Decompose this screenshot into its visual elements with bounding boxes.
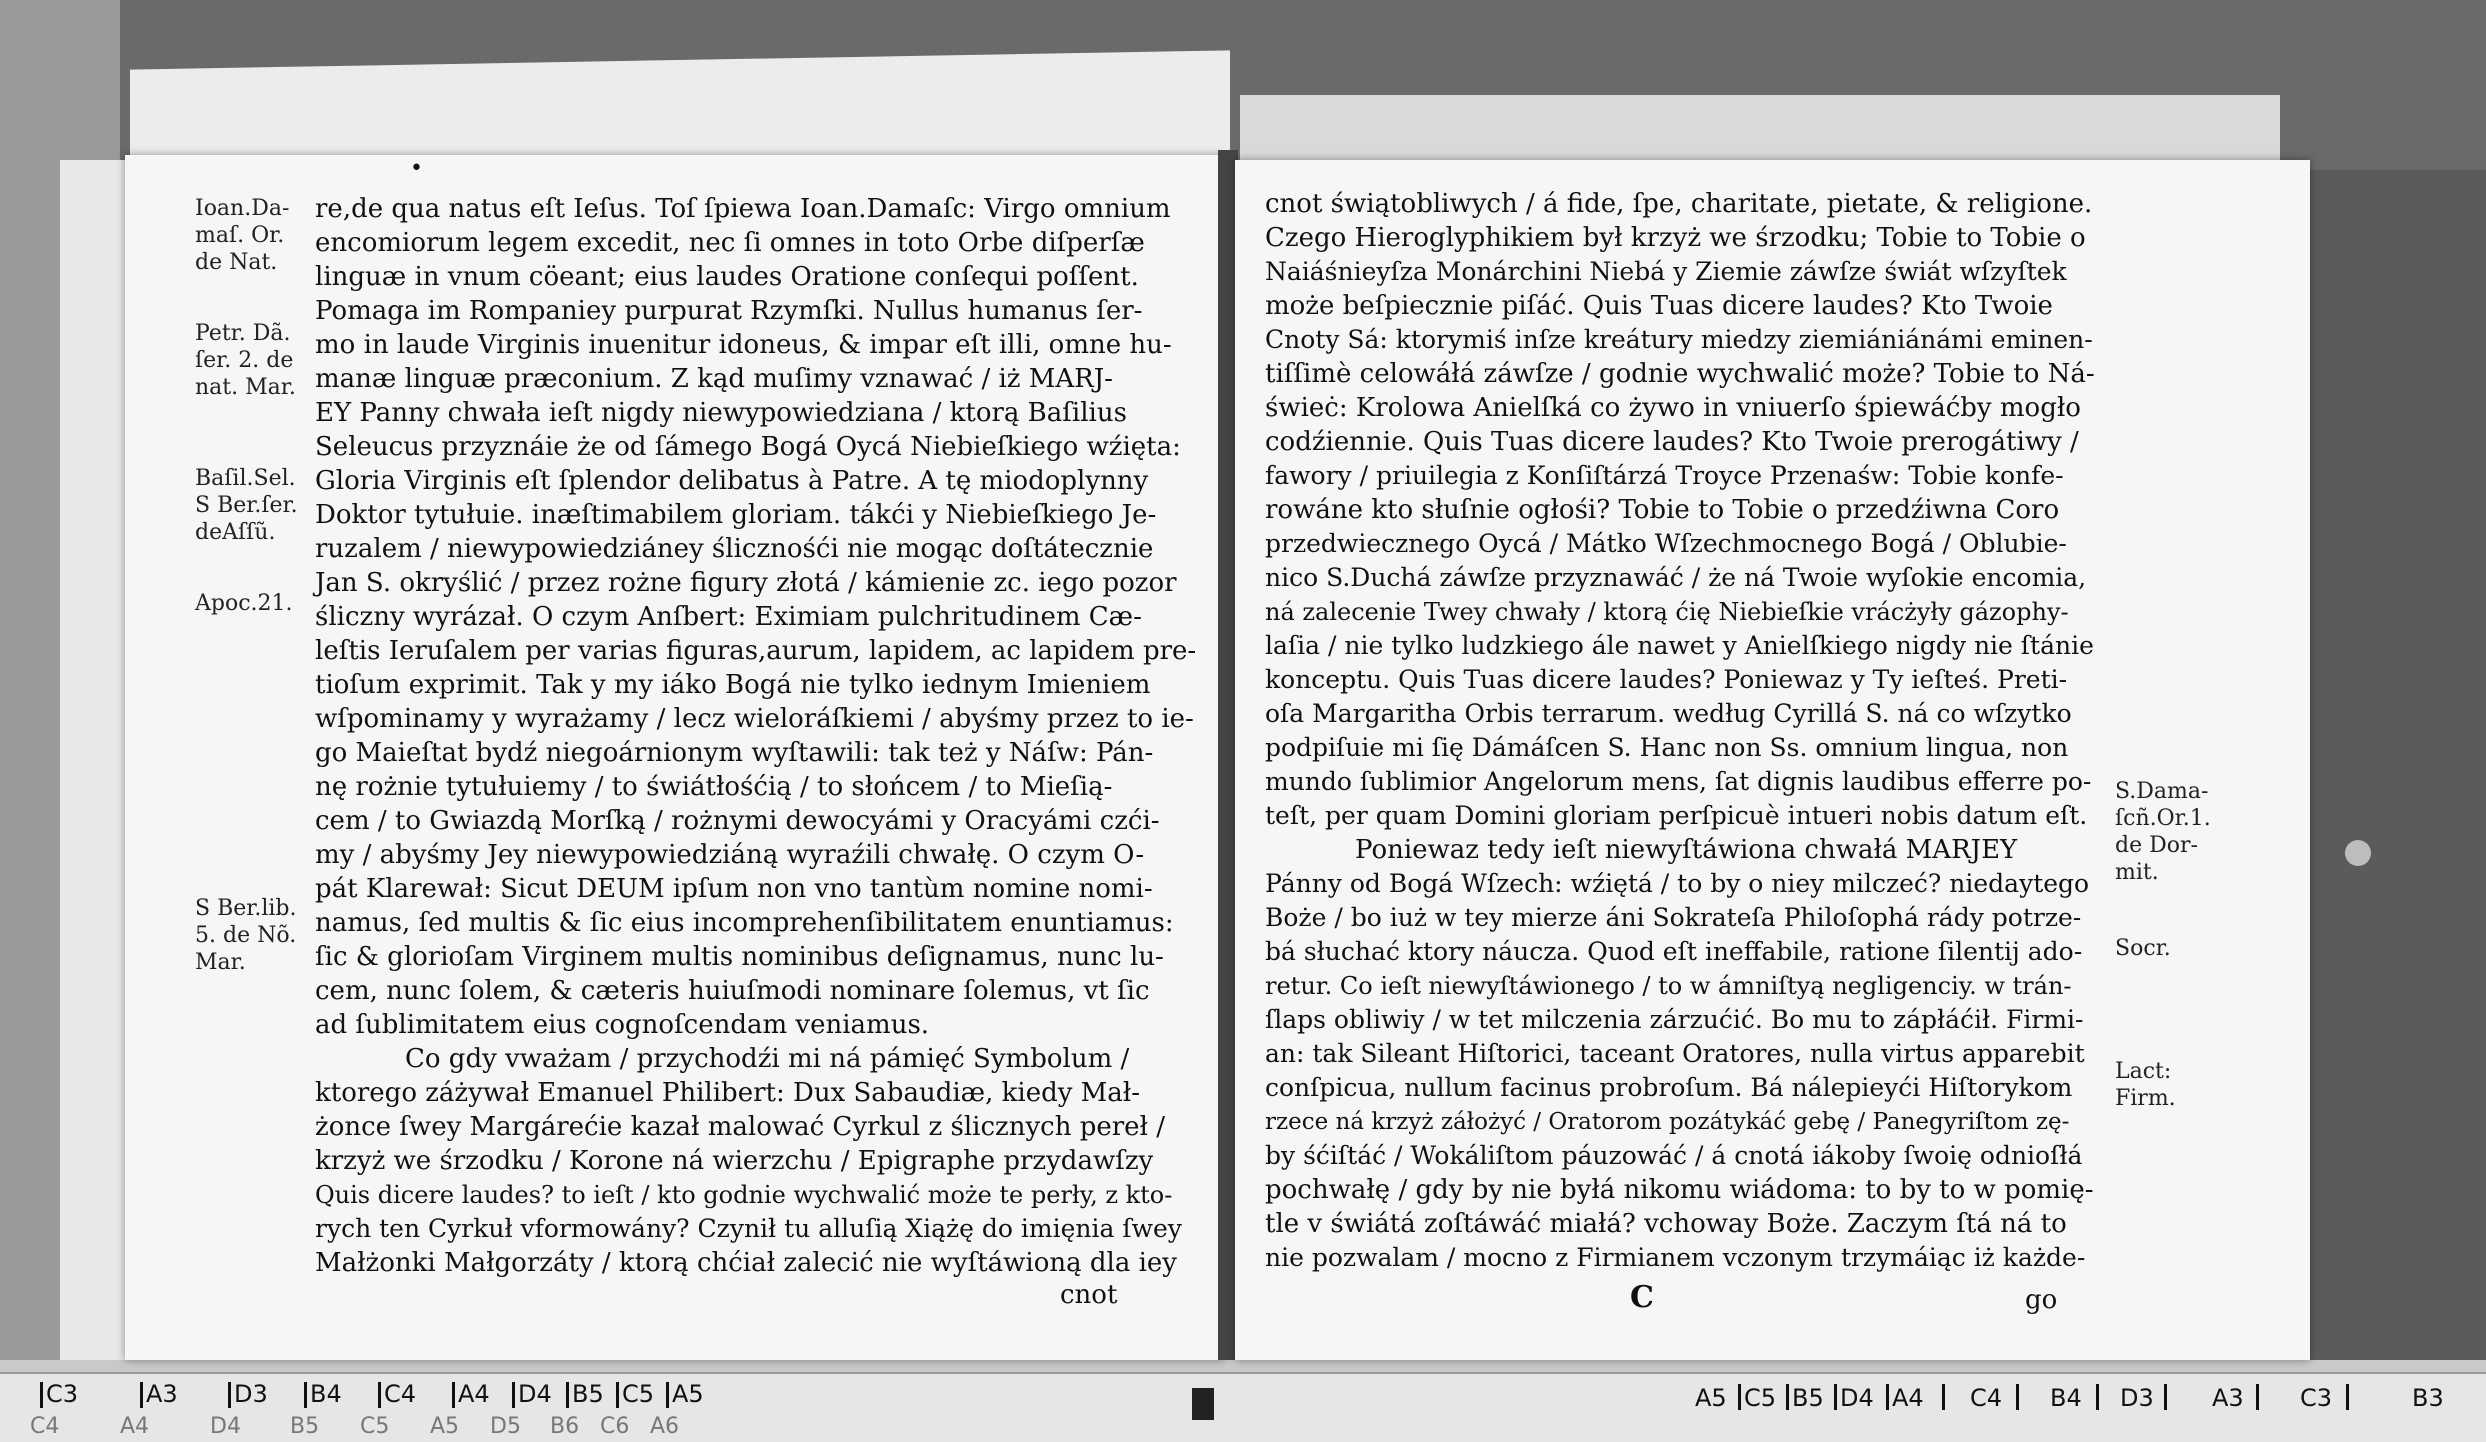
strip-label: A5: [1695, 1384, 1727, 1412]
strip-tick: [1886, 1384, 1889, 1410]
strip-label-faint: B5: [290, 1414, 320, 1439]
text-line: cem, nunc ſolem, & cæteris huiuſmodi nominare ſolemus, vt ſic: [315, 976, 1150, 1006]
margin-note: Socr.: [2115, 936, 2171, 961]
text-line: fawory / priuilegia z Konſiſtárzá Troyce Przenaśw: Tobie konfe-: [1265, 461, 2064, 490]
strip-label-faint: C4: [30, 1414, 60, 1439]
strip-tick: [1786, 1384, 1789, 1410]
strip-tick: [1834, 1384, 1837, 1410]
catchword: go: [2025, 1285, 2058, 1315]
text-line: nico S.Duchá záwſze przyznawáć / że ná Twoie wyſokie encomia,: [1265, 563, 2087, 592]
text-line: przedwiecznego Oycá / Mátko Wſzechmocnego Bogá / Oblubie-: [1265, 529, 2067, 558]
strip-tick: [140, 1382, 143, 1408]
text-line: Quis dicere laudes? to ieſt / kto godnie wychwalić może te perły, z kto-: [315, 1181, 1173, 1209]
strip-tick: [1738, 1384, 1741, 1410]
text-line: krzyż we śrzodku / Korone ná wierzchu / Epigraphe przydawſzy: [315, 1146, 1154, 1176]
strip-label: B3: [2412, 1384, 2444, 1412]
strip-tick: [40, 1382, 43, 1408]
strip-tick: [452, 1382, 455, 1408]
text-line: Małżonki Małgorzáty / ktorą chćiał zalecić nie wyſtáwioną dla iey: [315, 1248, 1177, 1278]
margin-note: S.Dama- ſcñ.Or.1. de Dor- mit.: [2115, 779, 2211, 885]
strip-tick: [666, 1382, 669, 1408]
text-line: ſlaps obliwiy / w tet milczenia zárzućić. Bo mu to zápłáćił. Firmi-: [1265, 1005, 2084, 1034]
text-line: re,de qua natus eſt Ieſus. Toſ ſpiewa Ioan.Damaſc: Virgo omnium: [315, 194, 1171, 224]
text-line: ſic & glorioſam Virginem multis nominibus deſignamus, nunc lu-: [315, 942, 1164, 972]
text-line: Cnoty Sá: ktorymiś inſze kreátury miedzy ziemiániánámi eminen-: [1265, 325, 2093, 354]
strip-label: D4: [1840, 1384, 1874, 1412]
margin-note: Petr. Dã. ſer. 2. de nat. Mar.: [195, 321, 296, 400]
binding-hole: [2345, 840, 2371, 866]
text-line: ruzalem / niewypowiedziáney ślicznośći nie mogąc doſtátecznie: [315, 534, 1154, 564]
strip-label: C4: [1970, 1384, 2003, 1412]
text-line: an: tak Sileant Hiſtorici, taceant Oratores, nulla virtus apparebit: [1265, 1039, 2085, 1068]
text-line: nie pozwalam / mocno z Firmianem vczonym trzymáiąc iż każde-: [1265, 1243, 2086, 1272]
text-line: rzece ná krzyż záłożyć / Oratorom pozátykáć gebę / Panegyriſtom zę-: [1265, 1109, 2070, 1135]
text-line: Naiáśnieyſza Monárchini Niebá y Ziemie záwſze świát wſzyſtek: [1265, 257, 2067, 286]
strip-tick: [2256, 1384, 2259, 1410]
strip-tick: [304, 1382, 307, 1408]
text-line: podpiſuie mi ſię Dámáſcen S. Hanc non Ss. omnium lingua, non: [1265, 733, 2069, 762]
text-line: może beſpiecznie piſáć. Quis Tuas dicere laudes? Kto Twoie: [1265, 291, 2053, 321]
strip-label: B5: [572, 1380, 604, 1408]
text-line: my / abyśmy Jey niewypowiedziáną wyraźili chwałę. O czym O-: [315, 840, 1145, 870]
text-line: ad ſublimitatem eius cognoſcendam veniamus.: [315, 1010, 930, 1040]
strip-label: C4: [384, 1380, 417, 1408]
text-line: namus, ſed multis & ſic eius incomprehenſibilitatem enuntiamus:: [315, 908, 1174, 938]
margin-note: S Ber.lib. 5. de Nõ. Mar.: [195, 896, 297, 975]
text-line: świeċ: Krolowa Anielſká co żywo in vniuerſo śpiewáćby mogło: [1265, 393, 2081, 423]
text-line: by śćiſtáć / Wokáliſtom páuzowáć / á cnotá iákoby ſwoię odnioſłá: [1265, 1141, 2083, 1170]
text-line: nę rożnie tytułuiemy / to świátłośćią / to słońcem / to Mieſią-: [315, 772, 1113, 802]
text-line: rych ten Cyrkuł vformowány? Czynił tu alluſią Xiążę do imięnia ſwey: [315, 1214, 1182, 1243]
text-line: mo in laude Virginis inuenitur idoneus, & impar eſt illi, omne hu-: [315, 330, 1172, 360]
strip-label: D4: [518, 1380, 552, 1408]
text-line: Co gdy vważam / przychodźi mi ná pámięć Symbolum /: [405, 1044, 1130, 1074]
strip-label-faint: C5: [360, 1414, 390, 1439]
text-line: Pánny od Bogá Wſzech: wźiętá / to by o niey milczeć? niedaytego: [1265, 869, 2090, 898]
strip-label: D3: [2120, 1384, 2154, 1412]
text-line: EY Panny chwała ieſt nigdy niewypowiedziana / ktorą Baſilius: [315, 398, 1127, 428]
text-line: tioſum exprimit. Tak y my iáko Bogá nie tylko iednym Imieniem: [315, 670, 1151, 700]
text-line: Gloria Virginis eſt ſplendor delibatus à Patre. A tę miodoplynny: [315, 466, 1149, 496]
strip-label: B4: [2050, 1384, 2082, 1412]
text-line: Czego Hieroglyphikiem był krzyż we śrzodku; Tobie to Tobie o: [1265, 223, 2086, 253]
strip-label-faint: A5: [430, 1414, 460, 1439]
text-line: rowáne kto słuſnie ogłośi? Tobie to Tobie o przedźiwna Coro: [1265, 495, 2060, 525]
strip-tick: [378, 1382, 381, 1408]
strip-tick: [2164, 1384, 2167, 1410]
strip-label: A4: [458, 1380, 490, 1408]
text-line: pát Klarewał: Sicut DEUM ipſum non vno tantùm nomine nomi-: [315, 874, 1153, 904]
strip-label: B5: [1792, 1384, 1824, 1412]
text-line: Pomaga im Rompaniey purpurat Rzymſki. Nullus humanus ſer-: [315, 296, 1143, 326]
strip-label: A3: [2212, 1384, 2244, 1412]
strip-tick: [2346, 1384, 2349, 1410]
strip-label: C5: [1744, 1384, 1777, 1412]
strip-label-faint: B6: [550, 1414, 580, 1439]
strip-label: B4: [310, 1380, 342, 1408]
strip-label: A5: [672, 1380, 704, 1408]
strip-tick: [1942, 1384, 1945, 1410]
film-registration-mark: [1192, 1388, 1214, 1420]
margin-note: Apoc.21.: [195, 591, 293, 616]
text-line: cem / to Gwiazdą Morſką / rożnymi dewocyámi y Oracyámi czći-: [315, 806, 1160, 836]
text-line: konceptu. Quis Tuas dicere laudes? Poniewaz y Ty ieſteś. Preti-: [1265, 665, 2068, 694]
text-line: śliczny wyrázał. O czym Anſbert: Eximiam pulchritudinem Cæ-: [315, 602, 1142, 632]
text-line: Seleucus przyznáie że od ſámego Bogá Oycá Niebieſkiego wźięta:: [315, 432, 1181, 462]
text-line: tiſſimè celowáłá záwſze / godnie wychwalić może? Tobie to Ná-: [1265, 359, 2095, 389]
text-line: Poniewaz tedy ieſt niewyſtáwiona chwałá MARJEY: [1355, 835, 2018, 865]
margin-note: Lact: Firm.: [2115, 1059, 2176, 1111]
text-line: manæ linguæ præconium. Z kąd muſimy vznawać / iż MARJ-: [315, 364, 1113, 394]
text-line: linguæ in vnum cöeant; eius laudes Oratione conſequi poſſent.: [315, 262, 1139, 292]
text-line: pochwałę / gdy by nie byłá nikomu wiádoma: to by to w pomię-: [1265, 1175, 2094, 1205]
text-line: leſtis Ieruſalem per varias figuras,aurum, lapidem, ac lapidem pre-: [315, 636, 1197, 666]
header-mark: •: [410, 156, 423, 181]
text-line: bá słuchać ktory náucza. Quod eſt ineffabile, ratione ſilentij ado-: [1265, 937, 2083, 966]
text-line: Boże / bo iuż w tey mierze áni Sokrateſa Philoſophá rády potrze-: [1265, 903, 2082, 932]
text-line: laſia / nie tylko ludzkiego ále nawet y Anielſkiego nigdy nie ſtánie: [1265, 631, 2094, 660]
text-line: ktorego záżywał Emanuel Philibert: Dux Sabaudiæ, kiedy Mał-: [315, 1078, 1141, 1108]
strip-label-faint: D4: [210, 1414, 241, 1439]
text-line: tle v świátá zoſtáwáć miałá? vchoway Boże. Zaczym ſtá ná to: [1265, 1209, 2067, 1239]
film-strip: [0, 1372, 2486, 1442]
signature-mark: C: [1630, 1280, 1654, 1315]
text-line: codźiennie. Quis Tuas dicere laudes? Kto Twoie prerogátiwy /: [1265, 427, 2079, 457]
strip-tick: [616, 1382, 619, 1408]
text-line: oſa Margaritha Orbis terrarum. według Cyrillá S. ná co wſzytko: [1265, 699, 2072, 728]
strip-label-faint: A4: [120, 1414, 150, 1439]
margin-note: Ioan.Da- maſ. Or. de Nat.: [195, 196, 290, 275]
strip-tick: [2016, 1384, 2019, 1410]
margin-note: Baſil.Sel. S Ber.ſer. deAſſũ.: [195, 466, 298, 545]
text-line: teſt, per quam Domini gloriam perſpicuè intueri nobis datum eſt.: [1265, 801, 2088, 830]
text-line: ná zalecenie Twey chwały / ktorą ćię Niebieſkie vrácżyły gázophy-: [1265, 598, 2069, 626]
text-line: Jan S. okryślić / przez rożne figury złotá / kámienie zc. iego pozor: [315, 568, 1177, 598]
text-line: Doktor tytułuie. inæſtimabilem gloriam. tákći y Niebieſkiego Je-: [315, 500, 1157, 530]
strip-label: C3: [2300, 1384, 2333, 1412]
strip-tick: [512, 1382, 515, 1408]
text-line: żonce ſwey Margárećie kazał malować Cyrkul z ślicznych pereł /: [315, 1112, 1166, 1142]
catchword: cnot: [1060, 1280, 1118, 1310]
text-line: mundo ſublimior Angelorum mens, ſat dignis laudibus efferre po-: [1265, 767, 2092, 796]
text-line: conſpicua, nullum facinus probroſum. Bá nálepieyći Hiſtorykom: [1265, 1073, 2073, 1102]
strip-tick: [2096, 1384, 2099, 1410]
text-line: go Maieſtat bydź niegoárnionym wyſtawili: tak też y Náſw: Pán-: [315, 738, 1154, 768]
strip-label: C5: [622, 1380, 655, 1408]
paper-stack-left: [60, 160, 130, 1360]
text-line: wſpominamy y wyrażamy / lecz wieloráſkiemi / abyśmy przez to ie-: [315, 704, 1194, 734]
strip-label: D3: [234, 1380, 268, 1408]
strip-label-faint: C6: [600, 1414, 630, 1439]
text-line: encomiorum legem excedit, nec ſi omnes in toto Orbe diſperſæ: [315, 228, 1145, 258]
text-line: retur. Co ieſt niewyſtáwionego / to w ámniſtyą negligenciy. w trán-: [1265, 972, 2072, 1000]
strip-label-faint: A6: [650, 1414, 680, 1439]
strip-tick: [228, 1382, 231, 1408]
left-page: [125, 155, 1225, 1360]
text-line: cnot świątobliwych / á fide, ſpe, charitate, pietate, & religione.: [1265, 189, 2093, 219]
strip-tick: [566, 1382, 569, 1408]
right-page: [1235, 160, 2310, 1360]
strip-label: A4: [1892, 1384, 1924, 1412]
strip-label: C3: [46, 1380, 79, 1408]
strip-label-faint: D5: [490, 1414, 521, 1439]
strip-label: A3: [146, 1380, 178, 1408]
